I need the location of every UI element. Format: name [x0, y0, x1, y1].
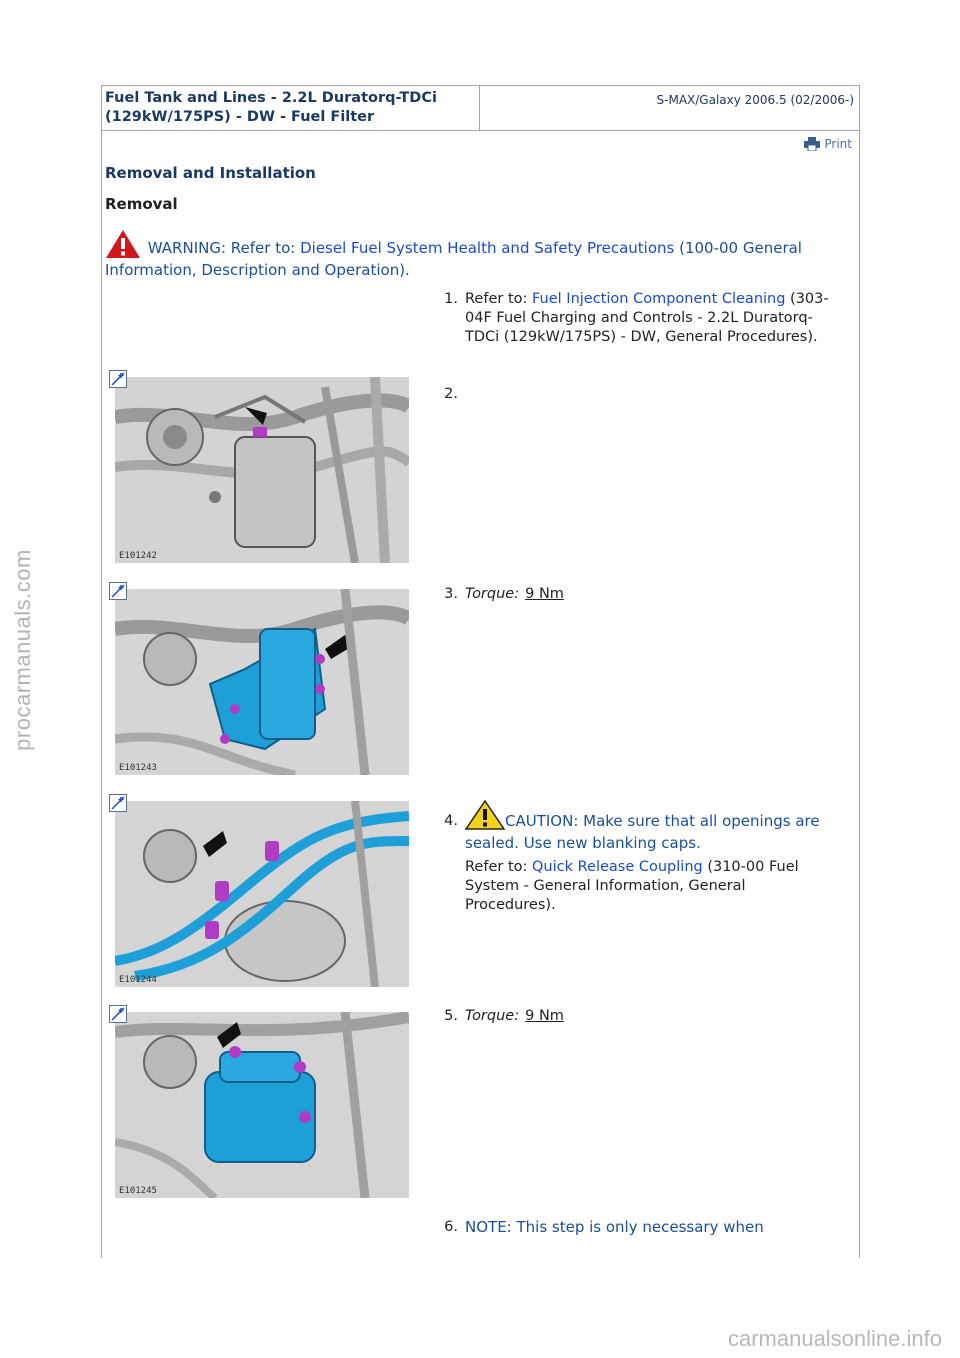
step-number: 2.: [444, 386, 458, 402]
figure-label: E101243: [119, 763, 157, 773]
side-watermark: procarmanuals.com: [10, 549, 35, 751]
figure-label: E101245: [119, 1186, 157, 1196]
zoom-icon[interactable]: [109, 582, 127, 600]
figure-label: E101244: [119, 975, 157, 985]
warning-link[interactable]: Diesel Fuel System Health and Safety Precautions: [300, 239, 675, 257]
frame-border: [859, 85, 860, 1258]
figure-step-3: [115, 589, 409, 775]
sub-title: Removal: [105, 195, 178, 213]
step-number: 6.: [444, 1219, 458, 1235]
page-title: Fuel Tank and Lines - 2.2L Duratorq-TDCi (129kW/175PS) - DW - Fuel Filter: [105, 90, 437, 125]
step-body: [465, 1007, 840, 1026]
step-number: 4.: [444, 813, 458, 829]
frame-border: [101, 85, 102, 1258]
header-divider: [479, 85, 480, 130]
print-label: Print: [824, 137, 852, 151]
step-body: [465, 585, 840, 604]
step-body: [465, 1218, 840, 1238]
refer-prefix: Refer to:: [465, 859, 528, 875]
printer-icon: [804, 137, 820, 151]
vehicle-model: S-MAX/Galaxy 2006.5 (02/2006-): [656, 93, 854, 107]
warning-prefix: WARNING: Refer to:: [147, 239, 296, 257]
caution-icon: [465, 800, 505, 830]
zoom-icon[interactable]: [109, 1005, 127, 1023]
print-button[interactable]: [804, 137, 852, 151]
step-body: [465, 290, 840, 347]
caution-text: CAUTION: Make sure that all openings are sealed. Use new blanking caps.: [465, 800, 840, 854]
torque-label: Torque:: [465, 586, 520, 602]
engine-illustration: [115, 1012, 409, 1198]
step-link[interactable]: Quick Release Coupling: [532, 859, 703, 875]
note-text: NOTE: This step is only necessary when: [465, 1218, 764, 1236]
step-link[interactable]: Fuel Injection Component Cleaning: [532, 291, 786, 307]
figure-step-2: [115, 377, 409, 563]
step-number: 1.: [444, 291, 458, 307]
torque-label: Torque:: [465, 1008, 520, 1024]
warning-block: [105, 229, 845, 281]
figure-step-5: [115, 1012, 409, 1198]
warning-suffix: (100-00 General Information, Description and Operation).: [105, 239, 802, 279]
refer-prefix: Refer to:: [465, 291, 528, 307]
footer-watermark: carmanualsonline.info: [727, 1326, 942, 1351]
engine-illustration: [115, 377, 409, 563]
step-body: [465, 800, 840, 915]
step-text: (303-04F Fuel Charging and Controls - 2.2L Duratorq-TDCi (129kW/175PS) - DW, General Procedures).: [465, 291, 829, 345]
step-text: (310-00 Fuel System - General Information, General Procedures).: [465, 859, 799, 913]
step-number: 3.: [444, 586, 458, 602]
figure-step-4: [115, 801, 409, 987]
zoom-icon[interactable]: [109, 370, 127, 388]
torque-value: 9 Nm: [525, 1008, 564, 1024]
zoom-icon[interactable]: [109, 794, 127, 812]
figure-label: E101242: [119, 551, 157, 561]
warning-icon: [105, 229, 141, 259]
engine-illustration: [115, 589, 409, 775]
section-title: Removal and Installation: [105, 164, 316, 182]
step-number: 5.: [444, 1008, 458, 1024]
page-header: [101, 85, 860, 131]
engine-illustration: [115, 801, 409, 987]
manual-page: [101, 85, 860, 1258]
torque-value: 9 Nm: [525, 586, 564, 602]
